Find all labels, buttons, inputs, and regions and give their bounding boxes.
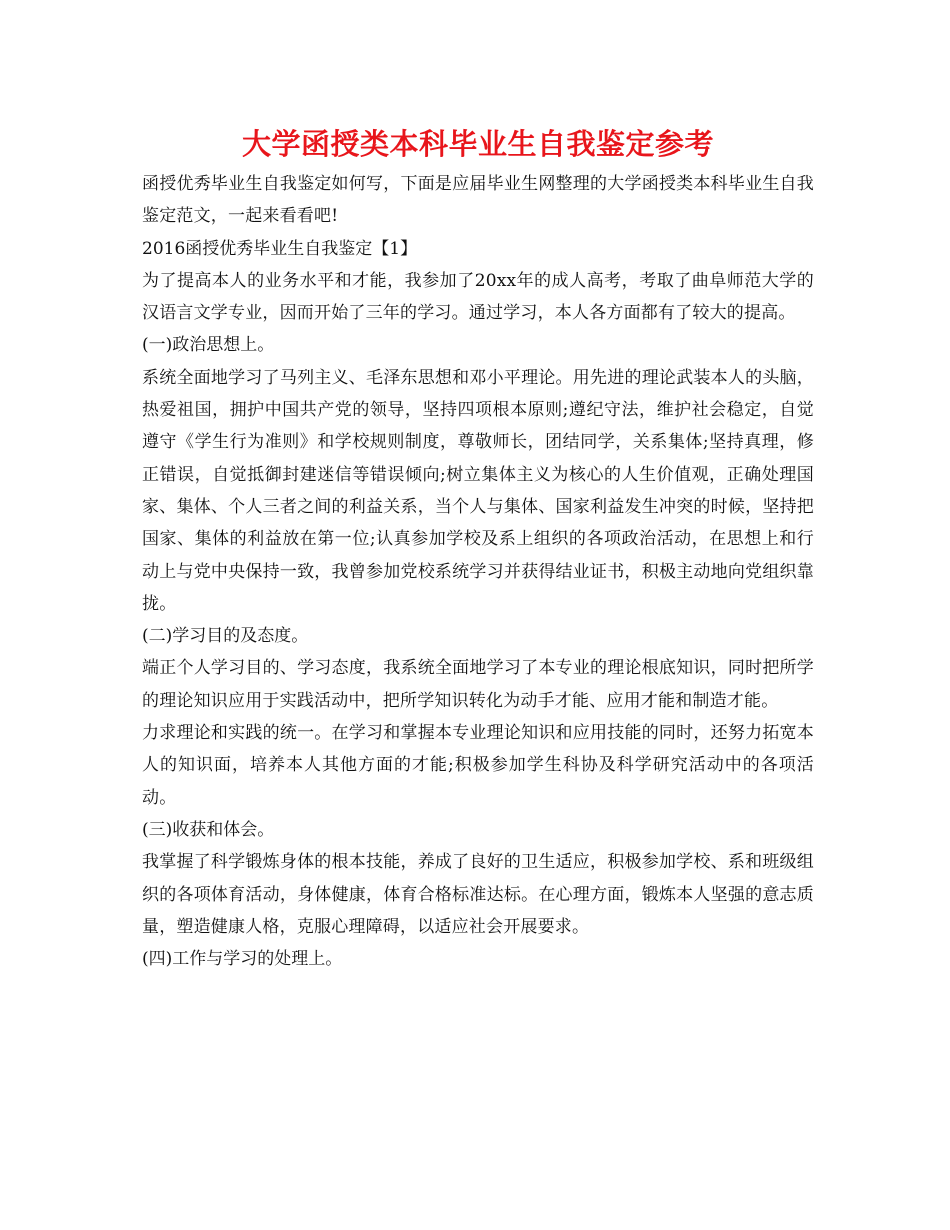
intro-paragraph: 函授优秀毕业生自我鉴定如何写，下面是应届毕业生网整理的大学函授类本科毕业生自我鉴定范文，一起来看看吧! bbox=[142, 174, 814, 227]
part-1-paragraph-1: 系统全面地学习了马列主义、毛泽东思想和邓小平理论。用先进的理论武装本人的头脑，热爱祖国，拥护中国共产党的领导，坚持四项根本原则;遵纪守法，维护社会稳定，自觉遵守《学生行为准则》和学校规则制度，尊敬师长，团结同学，关系集体;坚持真理，修正错误，自觉抵御封建迷信等错误倾向;树立集体主义为核心的人生价值观，正确处理国家、集体、个人三者之间的利益关系，当个人与集体、国家利益发生冲突的时候，坚持把国家、集体的利益放在第一位;认真参加学校及系上组织的各项政治活动，在思想上和行动上与党中央保持一致，我曾参加党校系统学习并获得结业证书，积极主动地向党组织靠拢。 bbox=[142, 367, 814, 614]
part-2-paragraph-1: 端正个人学习目的、学习态度，我系统全面地学习了本专业的理论根底知识，同时把所学的理论知识应用于实践活动中，把所学知识转化为动手才能、应用才能和制造才能。 bbox=[142, 658, 814, 711]
document-title: 大学函授类本科毕业生自我鉴定参考 bbox=[241, 127, 714, 161]
section-title: 2016函授优秀毕业生自我鉴定【1】 bbox=[142, 238, 418, 259]
document-page bbox=[142, 122, 814, 975]
part-3-paragraph-1: 我掌握了科学锻炼身体的根本技能，养成了良好的卫生适应，积极参加学校、系和班级组织的各项体育活动，身体健康，体育合格标准达标。在心理方面，锻炼本人坚强的意志质量，塑造健康人格，克服心理障碍，以适应社会开展要求。 bbox=[142, 852, 814, 937]
part-4-heading: (四)工作与学习的处理上。 bbox=[142, 949, 343, 970]
part-2-heading: (二)学习目的及态度。 bbox=[142, 626, 309, 647]
part-1-heading: (一)政治思想上。 bbox=[142, 335, 275, 356]
part-3-heading: (三)收获和体会。 bbox=[142, 819, 275, 840]
part-2-paragraph-2: 力求理论和实践的统一。在学习和掌握本专业理论知识和应用技能的同时，还努力拓宽本人的知识面，培养本人其他方面的才能;积极参加学生科协及科学研究活动中的各项活动。 bbox=[142, 723, 814, 808]
opening-paragraph: 为了提高本人的业务水平和才能，我参加了20xx年的成人高考，考取了曲阜师范大学的汉语言文学专业，因而开始了三年的学习。通过学习，本人各方面都有了较大的提高。 bbox=[142, 270, 814, 324]
